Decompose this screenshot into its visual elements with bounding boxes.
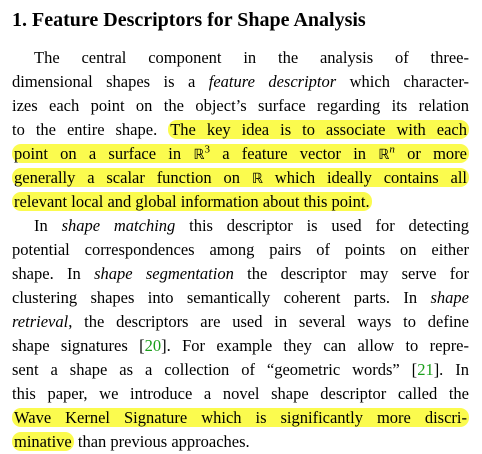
text-line: minative than previous approaches. [14,432,250,451]
highlighted-text: Wave Kernel Signature which is significantly more discri- [14,408,467,427]
math-symbol: ℝ [378,147,390,163]
text-line: The central component in the analysis of three- [34,48,469,67]
math-symbol: ℝ [251,171,263,187]
section-title: Feature Descriptors for Shape Analysis [32,9,366,31]
text-line: this paper, we introduce a novel shape descriptor called the [12,384,469,403]
text-line: In shape matching this descriptor is used for detecting [34,216,470,235]
emphasis-term: feature descriptor [208,72,337,91]
text-line: shape. In shape segmentation the descriptor may serve for [12,264,469,283]
math-symbol: ℝ [193,147,205,163]
text-line: to the entire shape. The key idea is to associate with each [12,120,468,139]
section-heading [12,6,366,34]
highlighted-text: relevant local and global information about this point. [14,192,370,211]
text-line [12,406,469,430]
text-line [12,190,372,214]
text-line [12,166,469,190]
section-number: 1. [12,9,27,31]
text-line: sent a shape as a collection of “geometric words” [21]. In [12,360,469,379]
text-line: retrieval, the descriptors are used in several ways to define [12,312,469,331]
emphasis-term: shape segmentation [94,264,234,283]
emphasis-term: retrieval [12,312,69,331]
citation-link[interactable]: 20 [144,336,162,355]
highlighted-text: The key idea is to associate with each [170,120,468,139]
highlighted-text: minative [14,432,72,451]
emphasis-term: shape matching [61,216,176,235]
text-line [12,142,469,166]
text-line: izes each point on the object’s surface regarding its relation [12,96,469,115]
emphasis-term: shape [430,288,470,307]
highlighted-text: point on a surface in ℝ$^3$ a feature vector in ℝ$^n$ or more [14,143,468,163]
text-line: shape signatures [20]. For example they can allow to repre- [12,336,470,355]
citation-link[interactable]: 21 [417,360,434,379]
text-line: dimensional shapes is a feature descriptor which character- [12,72,470,91]
text-line: clustering shapes into semantically coherent parts. In shape [12,288,470,307]
text-line: potential correspondences among pairs of points on either [12,240,469,259]
highlighted-text: generally a scalar function on ℝ which ideally contains all [14,168,468,187]
